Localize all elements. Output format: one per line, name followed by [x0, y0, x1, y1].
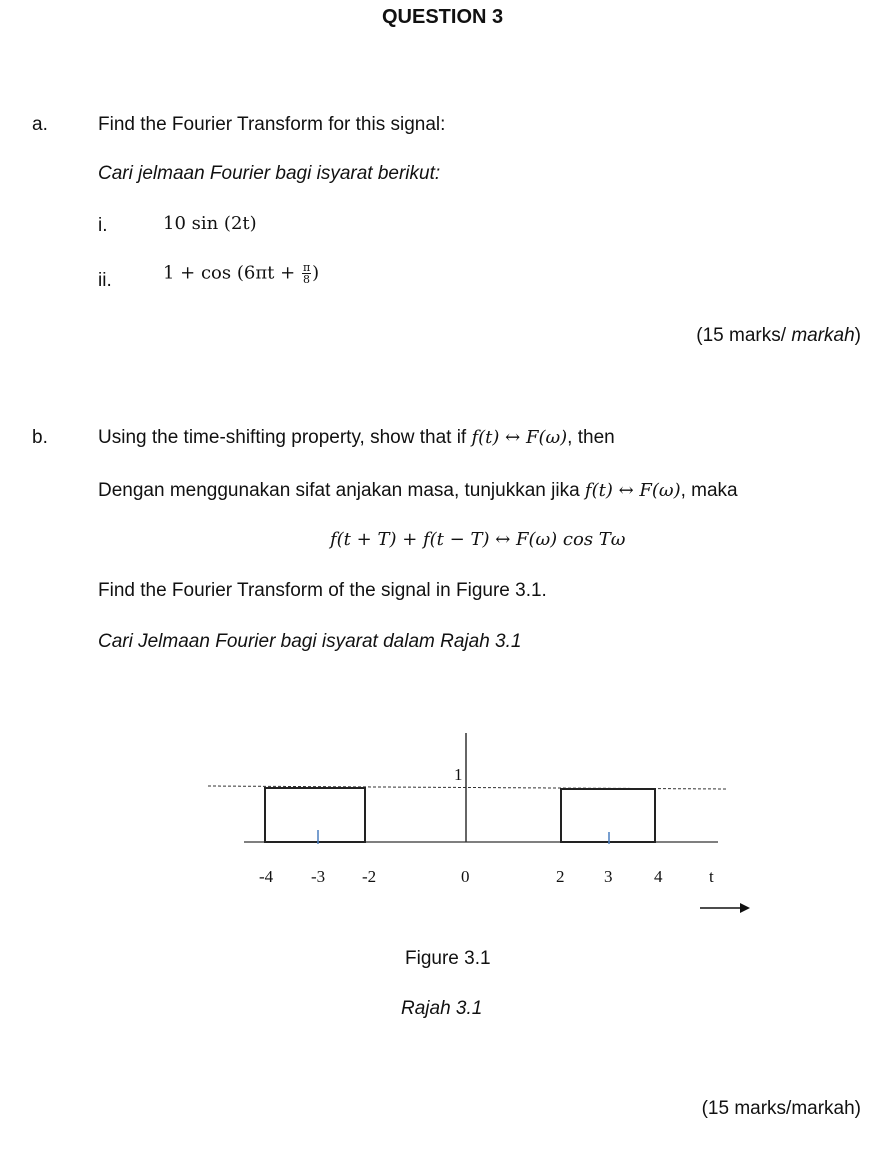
- pulse-left: [265, 788, 365, 842]
- item-ii-suffix: ): [312, 262, 320, 284]
- tick-label-minus-4: -4: [259, 867, 274, 886]
- marks-suffix: ): [854, 325, 861, 346]
- item-i-expression: 10 sin (2t): [163, 213, 257, 234]
- tick-label-minus-2: -2: [362, 867, 377, 886]
- part-b-label: b.: [32, 427, 48, 448]
- tick-label-4: 4: [654, 867, 663, 886]
- part-b-find-ms: Cari Jelmaan Fourier bagi isyarat dalam Rajah 3.1: [98, 631, 522, 652]
- axis-label-t: t: [709, 867, 714, 886]
- line2-end: , maka: [680, 480, 738, 501]
- line1-end: , then: [567, 427, 615, 448]
- part-a-instruction-ms: Cari jelmaan Fourier bagi isyarat berikut:: [98, 163, 441, 184]
- line1-text: Using the time-shifting property, show that if: [98, 427, 472, 448]
- item-ii-label: ii.: [98, 270, 112, 291]
- amplitude-label: 1: [454, 765, 463, 784]
- fraction-numerator: π: [302, 261, 311, 274]
- pulse-right: [561, 789, 655, 842]
- marks-prefix: (15 marks/: [696, 325, 792, 346]
- tick-label-2: 2: [556, 867, 565, 886]
- line1-math: f(t) ↔ F(ω): [471, 427, 568, 448]
- line2-math: f(t) ↔ F(ω): [584, 480, 681, 501]
- marks-italic: markah: [791, 325, 855, 346]
- figure-caption-ms: Rajah 3.1: [401, 998, 483, 1019]
- tick-label-3: 3: [604, 867, 613, 886]
- item-i-label: i.: [98, 215, 108, 236]
- item-ii-prefix: 1 + cos (6πt +: [163, 262, 296, 284]
- time-arrow-head: [740, 903, 750, 913]
- part-b-marks: (15 marks/markah): [701, 1098, 861, 1119]
- tick-label-0: 0: [461, 867, 470, 886]
- question-title: QUESTION 3: [382, 6, 504, 28]
- time-shift-equation: f(t + T) + f(t − T) ↔ F(ω) cos Tω: [330, 529, 626, 550]
- tick-label-minus-3: -3: [311, 867, 326, 886]
- part-a-label: a.: [32, 114, 48, 135]
- part-b-find-en: Find the Fourier Transform of the signal in Figure 3.1.: [98, 580, 547, 601]
- fraction-denominator: 8: [303, 273, 311, 286]
- figure-caption-en: Figure 3.1: [405, 948, 491, 969]
- line2-text: Dengan menggunakan sifat anjakan masa, tunjukkan jika: [98, 480, 585, 501]
- part-a-instruction-en: Find the Fourier Transform for this signal:: [98, 114, 446, 135]
